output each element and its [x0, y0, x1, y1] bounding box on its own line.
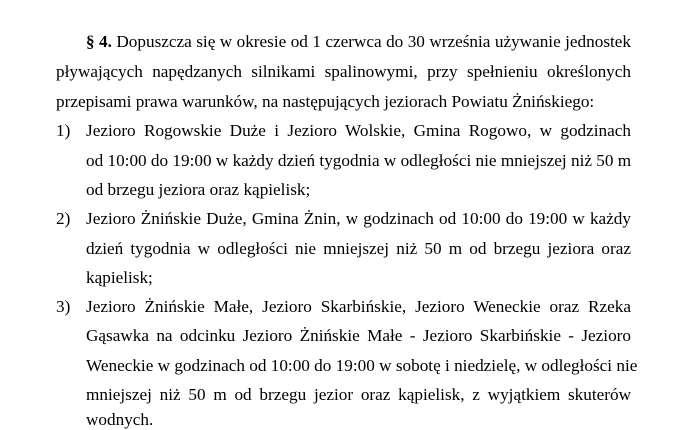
list-item-number: 1) — [56, 121, 71, 140]
list-item-line: Jezioro Żnińskie Małe, Jezioro Skarbińskie, Jezioro Weneckie oraz Rzeka — [86, 297, 631, 316]
list-item-line: mniejszej niż 50 m od brzegu jezior oraz kąpielisk, z wyjątkiem skuterów — [86, 385, 631, 404]
section-mark: § 4. — [86, 32, 112, 51]
list-item-line: Gąsawka na odcinku Jezioro Żnińskie Małe - Jezioro Skarbińskie - Jezioro — [86, 326, 631, 345]
paragraph-line-1 — [86, 32, 631, 52]
paragraph-line-3: przepisami prawa warunków, na następujących jeziorach Powiatu Żnińskiego: — [56, 92, 595, 111]
list-item-line: Weneckie w godzinach od 10:00 do 19:00 w sobotę i niedzielę, w odległości nie — [86, 356, 638, 375]
list-item-line: kąpielisk; — [86, 268, 153, 287]
paragraph-text: Dopuszcza się w okresie od 1 czerwca do 30 września używanie jednostek — [116, 32, 632, 51]
list-item-line: dzień tygodnia w odległości nie mniejszej niż 50 m od brzegu jeziora oraz — [86, 239, 631, 258]
paragraph-line-2: pływających napędzanych silnikami spalinowymi, przy spełnieniu określonych — [56, 62, 631, 81]
list-item-line: Jezioro Rogowskie Duże i Jezioro Wolskie, Gmina Rogowo, w godzinach — [86, 121, 631, 140]
list-item-line: od brzegu jeziora oraz kąpielisk; — [86, 180, 311, 199]
list-item-line: wodnych. — [86, 410, 154, 429]
list-item-number: 3) — [56, 297, 71, 316]
list-item-line: Jezioro Żnińskie Duże, Gmina Żnin, w godzinach od 10:00 do 19:00 w każdy — [86, 209, 631, 228]
list-item-line: od 10:00 do 19:00 w każdy dzień tygodnia w odległości nie mniejszej niż 50 m — [86, 151, 632, 170]
list-item-number: 2) — [56, 209, 71, 228]
